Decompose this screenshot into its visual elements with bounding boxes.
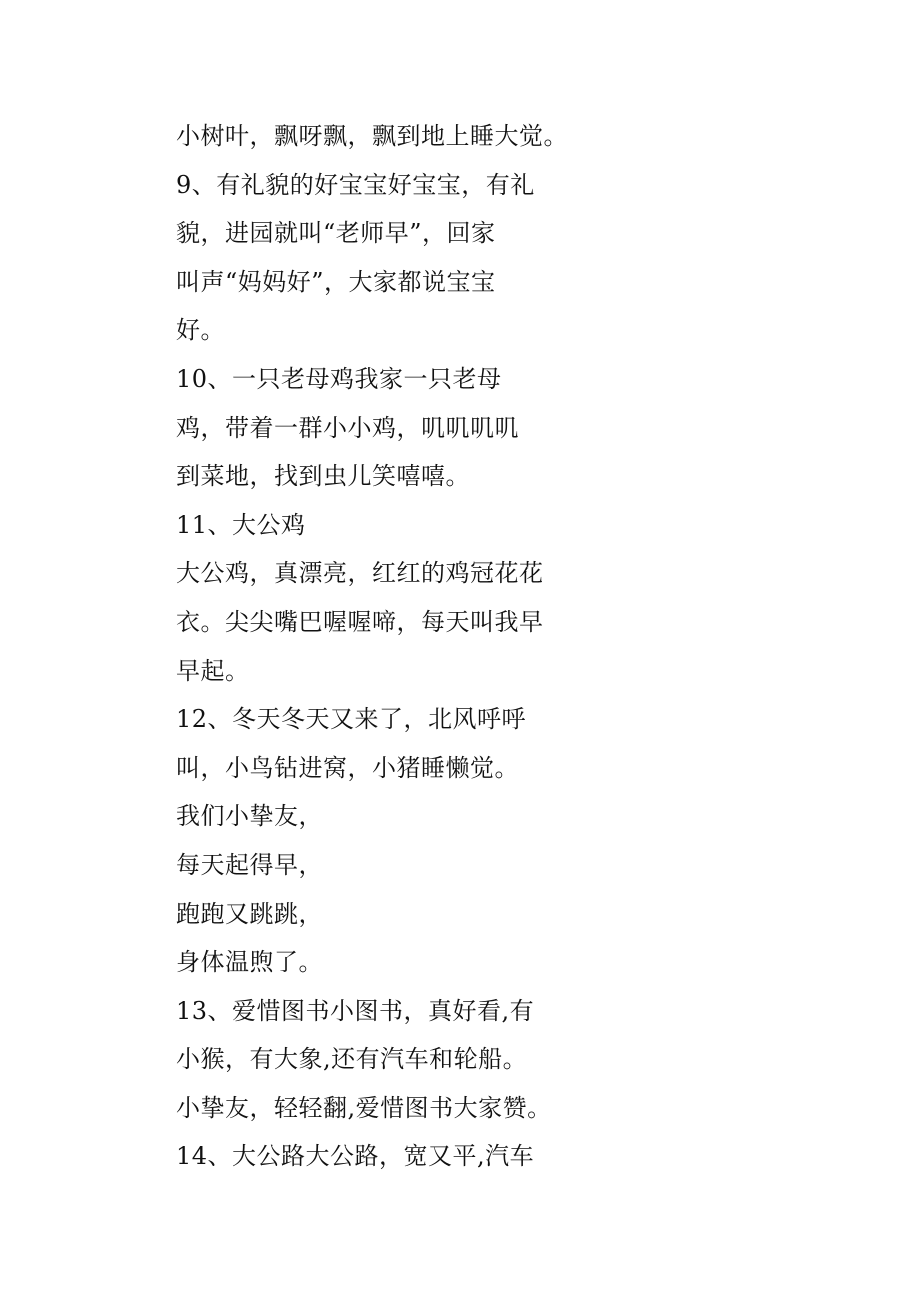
text-line: 鸡，带着一群小小鸡，叽叽叽叽 bbox=[176, 413, 519, 442]
text-line: 10、一只老母鸡我家一只老母 bbox=[176, 364, 502, 393]
text-line: 到菜地，找到虫儿笑嘻嘻。 bbox=[176, 462, 470, 491]
text-line: 我们小挚友， bbox=[176, 802, 323, 831]
text-line: 衣。尖尖嘴巴喔喔啼，每天叫我早 bbox=[176, 607, 544, 636]
text-line: 大公鸡，真漂亮，红红的鸡冠花花 bbox=[176, 559, 544, 588]
text-line: 叫，小鸟钻进窝，小猪睡懒觉。 bbox=[176, 753, 519, 782]
text-line: 每天起得早， bbox=[176, 850, 323, 879]
text-line: 12、冬天冬天又来了，北风呼呼 bbox=[176, 705, 527, 734]
text-line: 小挚友，轻轻翻,爱惜图书大家赞。 bbox=[176, 1093, 552, 1122]
text-line: 身体温煦了。 bbox=[176, 948, 323, 977]
text-line: 11、大公鸡 bbox=[176, 510, 306, 539]
document-body bbox=[176, 112, 896, 1181]
text-line: 14、大公路大公路，宽又平,汽车 bbox=[176, 1142, 535, 1171]
text-line: 13、爱惜图书小图书，真好看,有 bbox=[176, 996, 535, 1025]
text-line: 9、有礼貌的好宝宝好宝宝，有礼 bbox=[176, 170, 535, 199]
text-line: 小猴，有大象,还有汽车和轮船。 bbox=[176, 1045, 528, 1074]
text-line: 叫声“妈妈好”，大家都说宝宝 bbox=[176, 267, 496, 296]
text-line: 好。 bbox=[176, 316, 225, 345]
text-line: 跑跑又跳跳， bbox=[176, 899, 323, 928]
text-line: 小树叶，飘呀飘，飘到地上睡大觉。 bbox=[176, 122, 568, 150]
text-line: 早起。 bbox=[176, 656, 250, 685]
text-line: 貌，进园就叫“老师早”，回家 bbox=[176, 219, 496, 248]
